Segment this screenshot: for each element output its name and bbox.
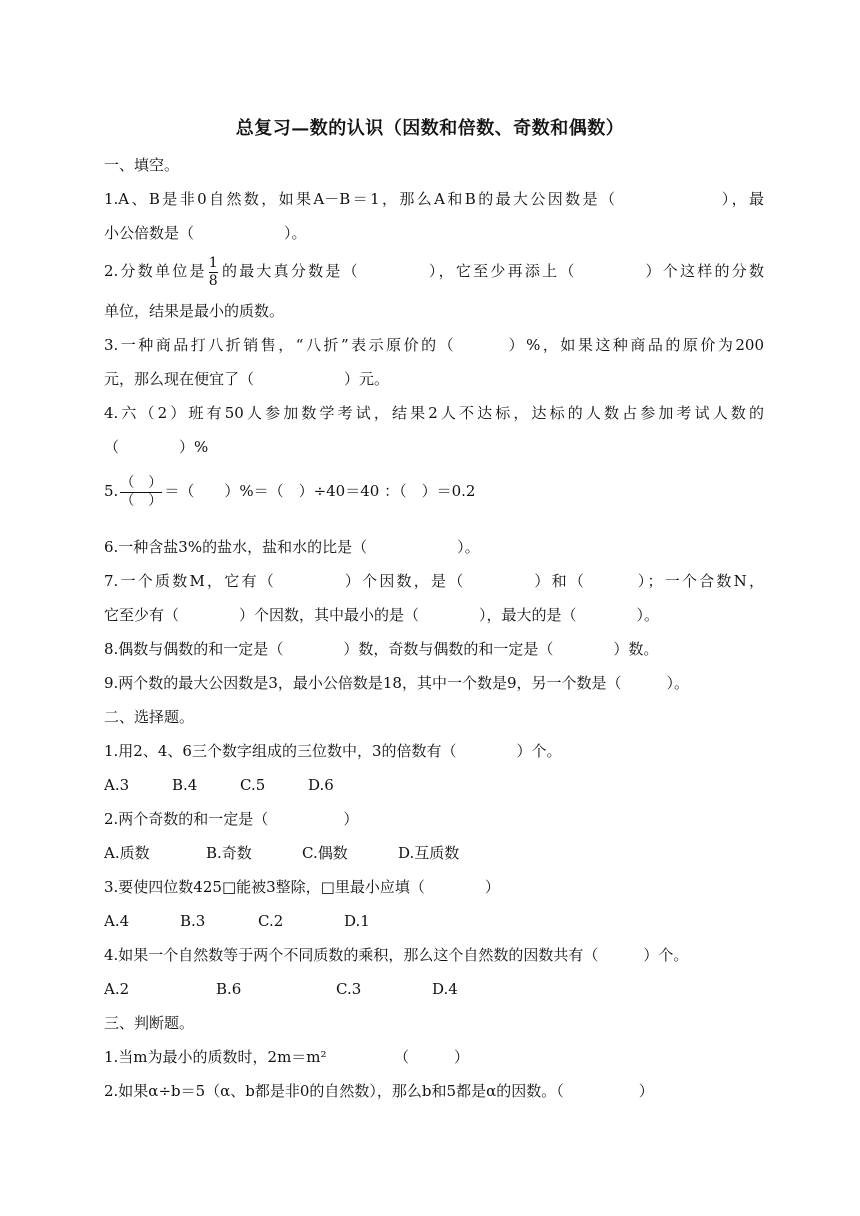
choice-q4: 4.如果一个自然数等于两个不同质数的乘积，那么这个自然数的因数共有（ ）个。: [104, 946, 689, 964]
fill-q1-line2: 小公倍数是（ ）。: [104, 224, 307, 242]
choice-q2-options: [104, 842, 764, 864]
choice-q3-options: [104, 910, 764, 932]
page-title: 总复习—数的认识（因数和倍数、奇数和偶数）: [235, 118, 625, 139]
option-c[interactable]: C.偶数: [302, 844, 348, 862]
option-b[interactable]: B.6: [216, 980, 242, 998]
option-d[interactable]: D.互质数: [398, 844, 460, 862]
fraction-denominator-blank: （ ）: [120, 492, 163, 509]
fill-q2-line1: [104, 254, 764, 289]
fill-q1-line1: 1.A、B是非0自然数，如果A－B＝1，那么A和B的最大公因数是（ ），最: [104, 190, 764, 208]
option-c[interactable]: C.5: [240, 776, 266, 794]
section-fill-heading: 一、填空。: [104, 156, 180, 174]
section-judge-heading: 三、判断题。: [104, 1014, 195, 1032]
option-d[interactable]: D.4: [432, 980, 458, 998]
fill-q5-post: ＝（ ）%＝（ ）÷40＝40 ：（ ）＝0.2: [164, 482, 476, 500]
fraction-numerator-blank: （ ）: [120, 474, 163, 491]
option-b[interactable]: B.3: [180, 912, 206, 930]
judge-q2: 2.如果α÷b＝5（α、b都是非0的自然数），那么b和5都是α的因数。（ ）: [104, 1082, 654, 1100]
choice-q2: 2.两个奇数的和一定是（ ）: [104, 810, 359, 828]
fill-q4-line1: 4.六（2）班有50人参加数学考试，结果2人不达标，达标的人数占参加考试人数的: [104, 404, 764, 422]
choice-q1: 1.用2、4、6三个数字组成的三位数中，3的倍数有（ ）个。: [104, 742, 562, 760]
fill-q7-line2: 它至少有（ ）个因数，其中最小的是（ ），最大的是（ ）。: [104, 606, 660, 624]
choice-q3: 3.要使四位数425□能被3整除，□里最小应填（ ）: [104, 878, 500, 896]
option-a[interactable]: A.3: [104, 776, 130, 794]
option-a[interactable]: A.质数: [104, 844, 150, 862]
option-a[interactable]: A.2: [104, 980, 130, 998]
fill-q6: 6.一种含盐3%的盐水，盐和水的比是（ ）。: [104, 538, 480, 556]
fraction-numerator: 1: [208, 254, 218, 271]
choice-q1-options: [104, 774, 764, 796]
fill-q3-line1: 3.一种商品打八折销售，“八折”表示原价的（ ）%，如果这种商品的原价为200: [104, 336, 764, 354]
fill-q8: 8.偶数与偶数的和一定是（ ）数，奇数与偶数的和一定是（ ）数。: [104, 640, 659, 658]
fraction-one-eighth: [209, 256, 218, 289]
fill-q7-line1: 7.一个质数M，它有（ ）个因数，是（ ）和（ ）；一个合数N，: [104, 572, 764, 590]
fill-q2-pre: 2.分数单位是: [104, 262, 207, 280]
option-a[interactable]: A.4: [104, 912, 130, 930]
option-c[interactable]: C.3: [336, 980, 362, 998]
option-b[interactable]: B.奇数: [206, 844, 252, 862]
fill-q3-line2: 元，那么现在便宜了（ ）元。: [104, 370, 390, 388]
fill-q9: 9.两个数的最大公因数是3，最小公倍数是18，其中一个数是9，另一个数是（ ）。: [104, 674, 689, 692]
fill-q4-line2: （ ）%: [104, 438, 209, 456]
choice-q4-options: [104, 978, 764, 1000]
option-c[interactable]: C.2: [258, 912, 284, 930]
fill-q5: [104, 470, 764, 512]
fill-q2-post: 的最大真分数是（ ），它至少再添上（ ）个这样的分数: [219, 262, 764, 280]
option-d[interactable]: D.1: [344, 912, 370, 930]
fraction-denominator: 8: [208, 272, 218, 289]
judge-q1: 1.当m为最小的质数时，2m＝m² （ ）: [104, 1048, 470, 1066]
fill-q5-pre: 5.: [104, 482, 119, 500]
fill-q2-line2: 单位，结果是最小的质数。: [104, 302, 285, 320]
section-choice-heading: 二、选择题。: [104, 708, 195, 726]
blank-fraction: [120, 476, 162, 509]
option-d[interactable]: D.6: [308, 776, 334, 794]
option-b[interactable]: B.4: [172, 776, 198, 794]
